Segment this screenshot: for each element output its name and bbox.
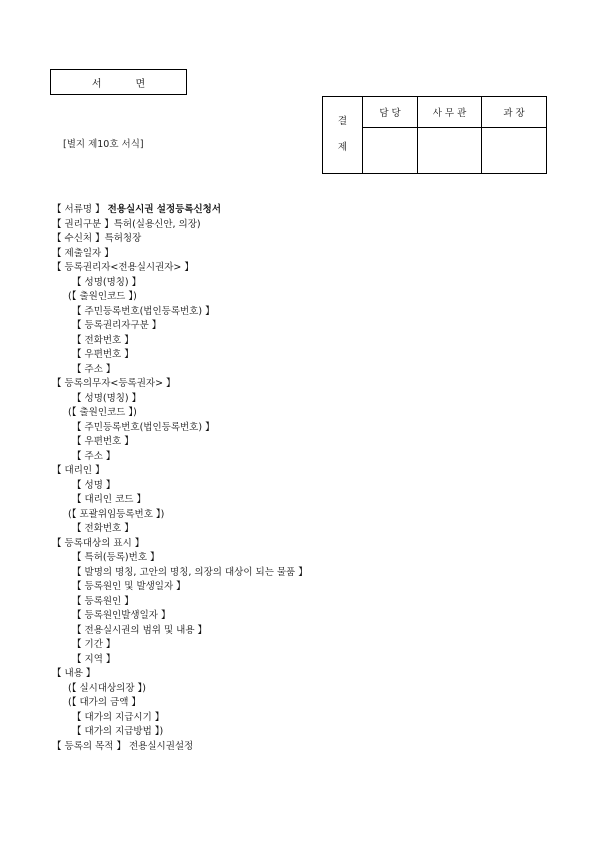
approval-table xyxy=(322,96,547,174)
field-registrant-postal-code: 【 우편번호 】 xyxy=(72,349,134,360)
field-region: 【 지역 】 xyxy=(72,653,116,665)
field-obligor-address: 【 주소 】 xyxy=(72,450,116,462)
field-cause-and-date: 【 등록원인 및 발생일자 】 xyxy=(72,581,186,592)
field-consideration-amount: (【 대가의 금액 】 xyxy=(68,697,141,708)
field-agent-code: 【 대리인 코드 】 xyxy=(72,494,146,505)
right-type-value: 특허(실용신안, 의장) xyxy=(113,218,201,230)
document-type-label: 서면 xyxy=(91,78,180,90)
field-registrant: 【 등록권리자<전용실시권자> 】 xyxy=(52,262,194,273)
field-recipient: 【 수신처 】특허청장 xyxy=(52,233,142,244)
approval-label-top: 결 xyxy=(337,116,348,127)
field-registrant-applicant-code: (【 출원인코드 】) xyxy=(68,291,137,302)
form-fields xyxy=(52,203,572,754)
field-patent-number: 【 특허(등록)번호 】 xyxy=(72,552,160,563)
approval-sign-chief[interactable] xyxy=(482,128,547,174)
approval-header-officer: 사 무 관 xyxy=(418,97,482,128)
document-type-box xyxy=(50,69,187,95)
field-payment-method: 【 대가의 지급방법 】) xyxy=(72,726,164,737)
field-registration-purpose: 【 등록의 목적 】 전용실시권설정 xyxy=(52,740,194,752)
attachment-form-number: [별지 제10호 서식] xyxy=(63,139,144,150)
field-registrant-category: 【 등록권리자구분 】 xyxy=(72,320,162,331)
field-registrant-id-number: 【 주민등록번호(법인등록번호) 】 xyxy=(72,305,215,317)
field-right-type: 【 권리구분 】특허(실용신안, 의장) xyxy=(52,218,201,230)
field-design-subject: (【 실시대상의장 】) xyxy=(68,682,147,694)
field-invention-title: 【 발명의 명칭, 고안의 명칭, 의장의 대상이 되는 물품 】 xyxy=(72,566,308,578)
field-registrant-phone: 【 전화번호 】 xyxy=(72,334,134,346)
field-obligor-id-number: 【 주민등록번호(법인등록번호) 】 xyxy=(72,421,215,433)
field-submission-date: 【 제출일자 】 xyxy=(52,247,114,259)
field-obligor-name: 【 성명(명칭) 】 xyxy=(72,392,142,404)
field-agent: 【 대리인 】 xyxy=(52,465,105,476)
approval-sign-officer[interactable] xyxy=(418,128,482,174)
approval-header-chief: 과 장 xyxy=(482,97,547,128)
field-content: 【 내용 】 xyxy=(52,668,96,679)
field-agent-name: 【 성명 】 xyxy=(72,479,116,491)
field-license-scope: 【 전용실시권의 범위 및 내용 】 xyxy=(72,624,208,636)
field-registrant-name: 【 성명(명칭) 】 xyxy=(72,276,142,288)
approval-header-staff: 담 당 xyxy=(363,97,418,128)
field-cause-date: 【 등록원인발생일자 】 xyxy=(72,610,171,621)
field-cause: 【 등록원인 】 xyxy=(72,595,134,607)
field-agent-phone: 【 전화번호 】 xyxy=(72,523,134,534)
field-period: 【 기간 】 xyxy=(72,639,116,650)
field-obligor: 【 등록의무자<등록권자> 】 xyxy=(52,378,176,389)
field-obligor-postal-code: 【 우편번호 】 xyxy=(72,436,134,447)
field-registration-subject: 【 등록대상의 표시 】 xyxy=(52,537,145,549)
approval-sign-staff[interactable] xyxy=(363,128,418,174)
approval-label-bottom: 제 xyxy=(337,142,348,153)
field-registrant-address: 【 주소 】 xyxy=(72,363,116,375)
approval-label-cell xyxy=(323,97,363,174)
field-agent-power-of-attorney: (【 포괄위임등록번호 】) xyxy=(68,508,165,520)
field-obligor-applicant-code: (【 출원인코드 】) xyxy=(68,407,137,418)
document-name-value: 전용실시권 설정등록신청서 xyxy=(107,204,222,215)
registration-purpose-value: 전용실시권설정 xyxy=(128,740,194,752)
recipient-value: 특허청장 xyxy=(104,233,142,244)
field-document-name: 【 서류명 】 전용실시권 설정등록신청서 xyxy=(52,204,222,215)
field-payment-timing: 【 대가의 지급시기 】 xyxy=(72,711,165,723)
